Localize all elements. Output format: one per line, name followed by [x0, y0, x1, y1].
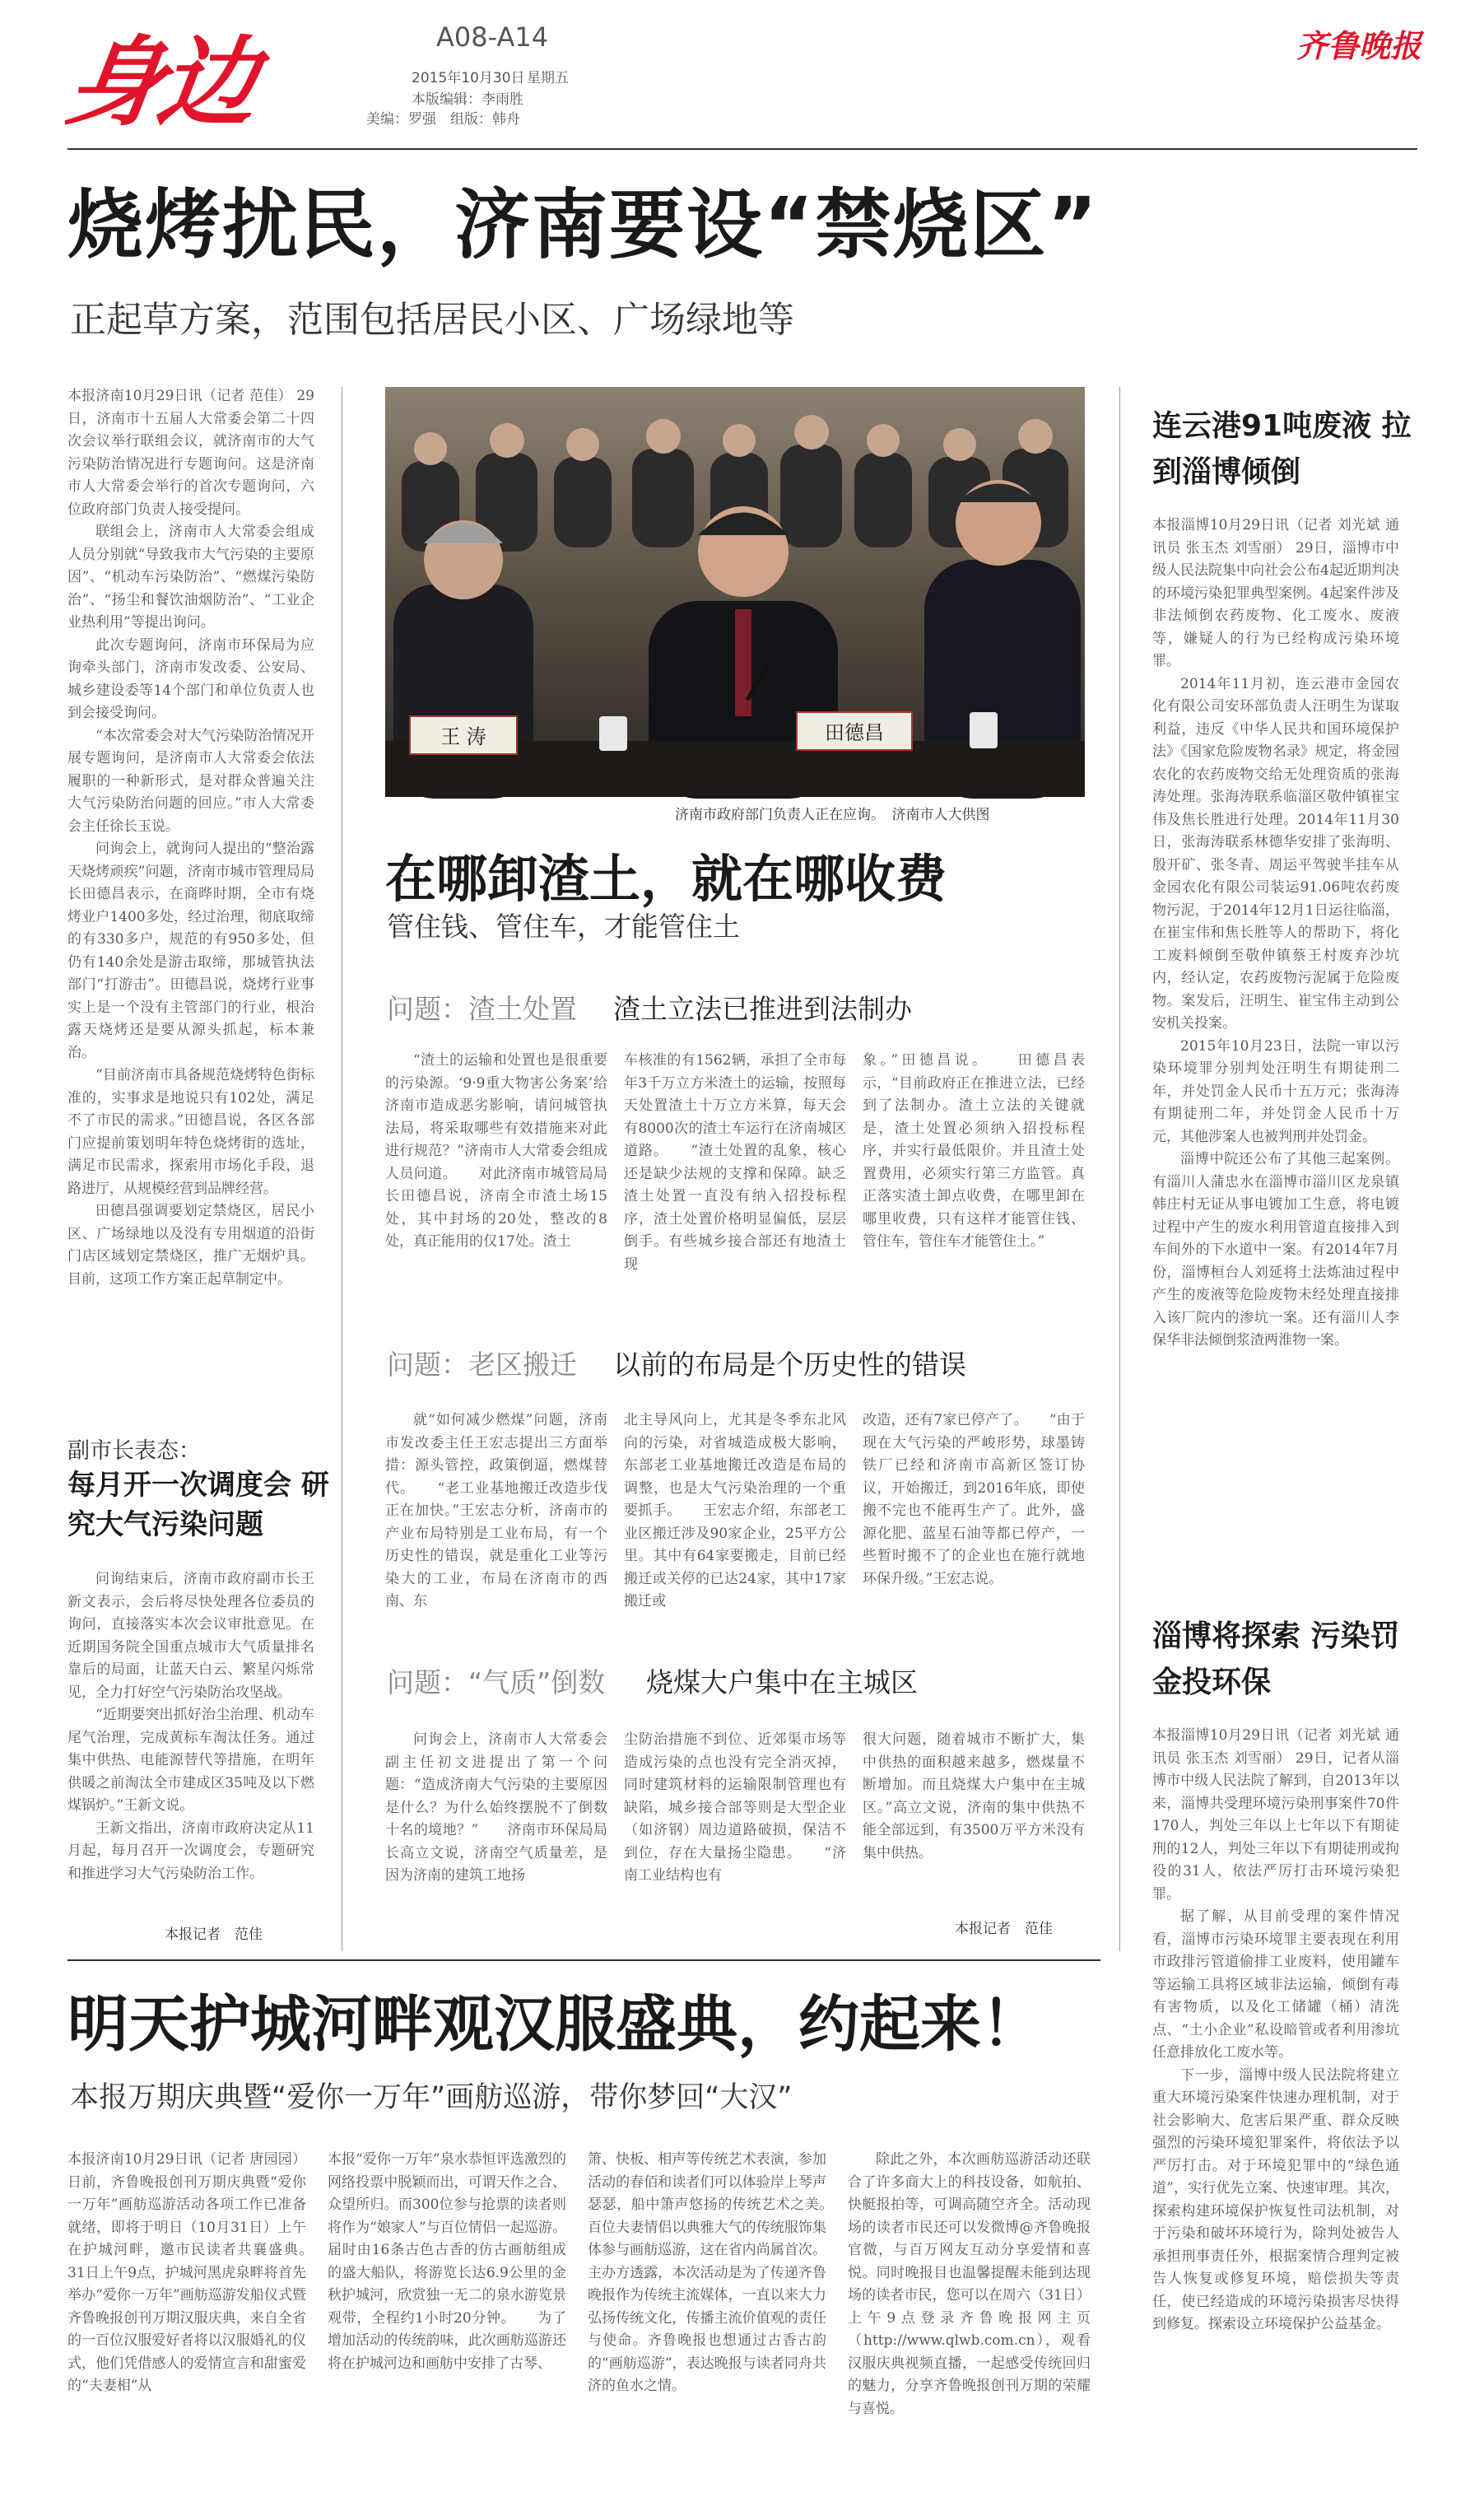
- story3-column-2: [328, 2149, 566, 2486]
- sub-story-para: 问询结束后，济南市政府副市长王新文表示，会后将尽快处理各位委员的询问，直接落实本次会议审批意见。在近期国务院全国重点城市大气质量排名靠后的局面，让蓝天白云、繁星闪烁常见，全力打好空气污染防治攻坚战。: [67, 1571, 314, 1701]
- sub-story-headline: 每月开一次调度会 研究大气污染问题: [67, 1469, 329, 1541]
- story2-byline: 本报记者 范佳: [955, 1921, 1053, 1937]
- q3-column-2: [624, 1729, 846, 1935]
- q1-column-1: [385, 1050, 607, 1297]
- q1-tag: 问题：渣土处置: [387, 993, 577, 1025]
- story3-headline: 明天护城河畔观汉服盛典，约起来！: [67, 1989, 1042, 2060]
- q2-text-2: 北主导风向上，尤其是冬季东北风向的污染，对省城造成极大影响，东部老工业基地搬迁改造是布局的调整，也是大气污染治理的一个重要抓手。 王宏志介绍，东部老工业区搬迁涉及90家企业，25平方公里。其中有64家要搬走，目前已经搬迁或关停的已达24家，其中17家搬迁或: [624, 1412, 846, 1610]
- q3-column-1: [385, 1729, 607, 1935]
- story1-para: 本报济南10月29日讯（记者 范佳） 29日，济南市十五届人大常委会第二十四次会议举行联组会议，就济南市的大气污染防治情况进行专题询问。这是济南市人大常委会举行的首次专题询问，六位政府部门负责人接受提问。: [67, 388, 314, 518]
- hearing-photo-image: [385, 387, 1085, 797]
- story1-headline: 烧烤扰民，济南要设“禁烧区”: [67, 181, 1099, 269]
- story1-para: 问询会上，就询问人提出的“整治露天烧烤顽疾”问题，济南市城市管理局局长田德昌表示，在商晔时期，全市有烧烤业户1400多处，经过治理，彻底取缔的有330多户，规范的有950多处，但仍有140余处是游击取缔，那城管执法部门“打游击”。田德昌说，烧烤行业事实上是一个没有主管部门的行业，根治露天烧烤还是要从源头抓起，标本兼治。: [67, 841, 314, 1061]
- right-story1-para: 淄博中院还公布了其他三起案例。有淄川人蒲忠水在淄博市淄川区龙泉镇韩庄村无证从事电镀加工生意，将电镀过程中产生的废水利用管道直接排入到车间外的下水道中一案。有2014年7月份，淄博桓台人刘延将土法炼油过程中产生的废液等危险废物未经处理直接排入该厂院内的渗坑一案。还有淄川人李保华非法倾倒浆渣两淮物一案。: [1152, 1151, 1399, 1349]
- story3-column-1: [67, 2149, 334, 2486]
- nameplate-right: 田德昌: [825, 721, 884, 744]
- q3-text-1: 问询会上，济南市人大常委会副主任初文进提出了第一个问题：“造成济南大气污染的主要原因是什么？为什么始终摆脱不了倒数十名的境地？” 济南市环保局局长高立文说，济南空气质量差，是因为济南的建筑工地扬: [385, 1731, 607, 1884]
- story3-text-3: 箫、快板、相声等传统艺术表演，参加活动的春佰和读者们可以体验岸上琴声瑟瑟，船中箫声悠扬的传统艺术之美。 百位夫妻情侣以典雅大气的传统服饰集体参与画舫巡游，这在省内尚属首次。主办方透露，本次活动是为了传递齐鲁晚报作为传统主流媒体，一直以来大力弘扬传统文化，传播主流价值观的责任与使命。齐鲁晚报也想通过古香古韵的“画舫巡游”，表达晚报与读者同舟共济的鱼水之情。: [588, 2151, 854, 2394]
- q1-title: 渣土立法已推进到法制办: [613, 993, 912, 1025]
- story3-text-4: 除此之外，本次画舫巡游活动还联合了许多商大上的科技设备，如航拍、快艇报拍等，可调高随空齐全。活动现场的读者市民还可以发微博@齐鲁晚报官微，与百万网友互动分享爱情和喜悦。同时晚报目也温馨提醒未能到达现场的读者市民，您可以在周六（31日）上午9点登录齐鲁晚报网主页（http://www.qlwb.com.cn），观看汉服庆典视频直播，一起感受传统回归的魅力，分享齐鲁晚报创刊万期的荣耀与喜悦。: [848, 2151, 1091, 2417]
- q2-column-3: [863, 1409, 1085, 1615]
- right-story2-para: 下一步，淄博中级人民法院将建立重大环境污染案件快速办理机制，对于社会影响大、危害后果严重、群众反映强烈的污染环境犯罪案件，将依法予以严厉打击。对于环境犯罪中的“绿色通道”，实行优先立案、快速审理。其次，探索构建环境保护恢复性司法机制，对于污染和破坏环境行为，除判处被告人承担刑事责任外，根据案情合理判定被告人恢复或修复环境，赔偿损失等责任，使已经造成的环境污染损害尽快得到修复。探索设立环境保护公益基金。: [1152, 2066, 1399, 2332]
- story1-body: [67, 385, 314, 1398]
- story1-para: 田德昌强调要划定禁烧区，居民小区、广场绿地以及没有专用烟道的沿街门店区域划定禁烧区，推广无烟炉具。目前，这项工作方案正起草制定中。: [67, 1203, 314, 1288]
- story2-headline: 在哪卸渣土，就在哪收费: [385, 849, 947, 909]
- hearing-photo: [385, 387, 1085, 797]
- q3-column-3: [863, 1729, 1085, 1910]
- story3-column-4: [848, 2149, 1091, 2486]
- page-editor: 本版编辑：李雨胜: [412, 91, 523, 108]
- photo-caption: 济南市政府部门负责人正在应询。 济南市人大供图: [675, 807, 990, 823]
- story3-rule: [67, 1959, 1100, 1961]
- sub-story-label: 副市长表态：: [67, 1438, 201, 1464]
- right-story1-para: 2014年11月初，连云港市金园农化有限公司安环部负责人汪明生为谋取利益，违反《中华人民共和国环境保护法》《国家危险废物名录》规定，将金园农化的农药废物交给无处理资质的张海涛处理。张海涛联系临淄区敬仲镇崔宝伟及焦长胜进行处理。2014年11月30日，张海涛联系林德华安排了张海明、殷开矿、张冬青、周运平驾驶半挂车从金园农化有限公司装运91.06吨农药废物污泥，于2014年12月1日运往临淄，在崔宝伟和焦长胜等人的帮助下，将化工废料倾倒至敬仲镇蔡王村废弃沙坑内，经认定，农药废物污泥属于危险废物。案发后，汪明生、崔宝伟主动到公安机关投案。: [1152, 675, 1399, 1032]
- q2-text-3: 改造，还有7家已停产了。 “由于现在大气污染的严峻形势，球墨铸铁厂已经和济南市高新区签订协议，开始搬迁，到2016年底，即使搬不完也不能再生产了。此外，盛源化肥、蓝星石油等都已停产，一些暂时搬不了的企业也在施行就地环保升级。”王宏志说。: [863, 1412, 1085, 1587]
- issue-weekday: 星期五: [527, 70, 569, 86]
- right-story1-para: 2015年10月23日，法院一审以污染环境罪分别判处汪明生有期徒刑二年，并处罚金人民币十五万元；张海涛有期徒刑二年，并处罚金人民币十万元，其他涉案人也被判刑并处罚金。: [1152, 1037, 1399, 1145]
- q1-text-3: 象。”田德昌说。 田德昌表示，“目前政府正在推进立法，已经到了法制办。渣土立法的关键就是，渣土处置必须纳入招投标程序，并实行最低限价。并且渣土处置费用，必须实行第三方监管。真正落实渣土卸点收费，在哪里卸在哪里收费，只有这样才能管住钱、管住车，管住车才能管住土。”: [863, 1052, 1085, 1250]
- q2-text-1: 就“如何减少燃煤”问题，济南市发改委主任王宏志提出三方面举措：源头管控，政策倒逼，燃煤替代。 “老工业基地搬迁改造步伐正在加快。”王宏志分析，济南市的产业布局特别是工业布局，有一个历史性的错误，就是重化工业等污染大的工业，布局在济南市的西南、东: [385, 1412, 607, 1610]
- story1-para: 此次专题询问，济南市环保局为应询牵头部门，济南市发改委、公安局、城乡建设委等14个部门和单位负责人也到会接受询问。: [67, 636, 314, 721]
- story3-column-3: [588, 2149, 854, 2486]
- q3-text-3: 很大问题，随着城市不断扩大，集中供热的面积越来越多，燃煤量不断增加。而且烧煤大户集中在主城区。”高立文说，济南的集中供热不能全部远到，有3500万平方米没有集中供热。: [863, 1731, 1085, 1861]
- right-story2-body: [1152, 1725, 1399, 2482]
- right-story2-headline: 淄博将探索 污染罚金投环保: [1152, 1619, 1400, 1699]
- story1-subhead: 正起草方案，范围包括居民小区、广场绿地等: [70, 299, 794, 341]
- story1-para: 联组会上，济南市人大常委会组成人员分别就“导致我市大气污染的主要原因”、“机动车污染防治”、“燃煤污染防治”、“扬尘和餐饮油烟防治”、“工业企业热利用”等提出询问。: [67, 524, 314, 631]
- q1-text-2: 车核准的有1562辆，承担了全市每年3千万立方米渣土的运输，按照每天处置渣土十万立方米算，每天会有8000次的渣土车运行在济南城区道路。 “渣土处置的乱象，核心还是缺少法规的支撑和保障。缺乏渣土处置一直没有纳入招投标程序，渣土处置价格明显偏低，层层倒手。有些城乡接合部还有地渣土现: [624, 1052, 846, 1273]
- q2-column-2: [624, 1409, 846, 1615]
- right-story1-headline: 连云港91吨废液 拉到淄博倾倒: [1152, 409, 1412, 489]
- story3-subhead: 本报万期庆典暨“爱你一万年”画舫巡游，带你梦回“大汉”: [70, 2081, 793, 2114]
- q1-column-2: [624, 1050, 846, 1297]
- right-story1-para: 本报淄博10月29日讯（记者 刘光斌 通讯员 张玉杰 刘雪丽） 29日，淄博市中级人民法院集中向社会公布4起近期判决的环境污染犯罪典型案例。4起案件涉及非法倾倒农药废物、化工废水、废液等，嫌疑人的行为已经构成污染环境罪。: [1152, 517, 1399, 669]
- nameplate-left: 王 涛: [440, 725, 486, 748]
- column-divider: [1119, 387, 1120, 1951]
- section-logo: 身边: [59, 26, 260, 139]
- q2-tag: 问题：老区搬迁: [387, 1349, 577, 1381]
- story1-para: “目前济南市具备规范烧烤特色街标准的，实事求是地说只有102处，满足不了市民的需求。”田德昌说，各区各部门应提前策划明年特色烧烤街的选址，满足市民需求，探索用市场化手段，退路进厅，从规模经营到品牌经营。: [67, 1067, 314, 1197]
- story1-para: “本次常委会对大气污染防治情况开展专题询问，是济南市人大常委会依法履职的一种新形式，是对群众普遍关注大气污染防治问题的回应。”市人大常委会主任徐长玉说。: [67, 727, 314, 835]
- masthead-rule: [67, 148, 1417, 150]
- q3-tag: 问题：“气质”倒数: [387, 1666, 606, 1698]
- right-story2-para: 据了解，从目前受理的案件情况看，淄博市污染环境罪主要表现在利用市政排污管道偷排工业废料，使用罐车等运输工具将区域非法运输，倾倒有毒有害物质，以及化工储罐（桶）清洗点、“土小企业”私设暗管或者利用渗坑任意排放化工废水等。: [1152, 1908, 1399, 2061]
- q1-text-1: “渣土的运输和处置也是很重要的污染源。‘9·9重大物害公务案’给济南市造成恶劣影响，请问城管执法局，将采取哪些有效措施来对此进行规范？”济南市人大常委会组成人员问道。 对此济南市城管局局长田德昌说，济南全市渣土场15处，其中封场的20处，整改的8处，真正能用的仅17处。渣土: [385, 1052, 607, 1250]
- q2-column-1: [385, 1409, 607, 1615]
- q3-title: 烧煤大户集中在主城区: [646, 1666, 918, 1698]
- sub-story-body: [67, 1568, 314, 1931]
- right-story1-body: [1152, 515, 1399, 1577]
- issue-date: 2015年10月30日: [412, 70, 525, 86]
- page-designer: 美编：罗强 组版：韩舟: [366, 111, 520, 128]
- story2-subhead: 管住钱、管住车，才能管住土: [387, 911, 740, 943]
- story3-text-1: 本报济南10月29日讯（记者 唐园园） 日前，齐鲁晚报创刊万期庆典暨“爱你一万年”画舫巡游活动各项工作已准备就绪，即将于明日（10月31日）上午在护城河畔，邀市民读者共襄盛典。 31日上午9点，护城河黑虎泉畔将首先举办“爱你一万年”画舫巡游发船仪式暨齐鲁晚报创刊万期汉服庆典，来自全省的一百位汉服爱好者将以汉服婚礼的仪式，他们凭借感人的爱情宣言和甜蜜爱的“夫妻相”从: [67, 2151, 334, 2394]
- q3-text-2: 尘防治措施不到位、近郊渠市场等造成污染的点也没有完全消灭掉，同时建筑材料的运输限制管理也有缺陷，城乡接合部等则是大型企业（如济钢）周边道路破损，保洁不到位，存在大量扬尘隐患。 “济南工业结构也有: [624, 1731, 846, 1884]
- sub-story-byline: 本报记者 范佳: [165, 1926, 263, 1943]
- sub-story-para: 王新文指出，济南市政府决定从11月起，每月召开一次调度会，专题研究和推进学习大气污染防治工作。: [67, 1819, 314, 1882]
- right-story2-para: 本报淄博10月29日讯（记者 刘光斌 通讯员 张玉杰 刘雪丽） 29日，记者从淄博市中级人民法院了解到，自2013年以来，淄博共受理环境污染刑事案件70件170人，判处三年以上七年以下有期徒刑的12人，判处三年以下有期徒刑或拘役的31人，依法严厉打击环境污染犯罪。: [1152, 1727, 1399, 1903]
- page-range: A08-A14: [436, 21, 549, 53]
- q1-column-3: [863, 1050, 1085, 1297]
- sub-story-para: “近期要突出抓好治尘治理、机动车尾气治理，完成黄标车淘汰任务。通过集中供热、电能源替代等措施，在明年供暖之前淘汰全市建成区35吨及以下燃煤锅炉。”王新文说。: [67, 1707, 314, 1814]
- newspaper-name-logo: 齐鲁晚报: [1296, 27, 1422, 64]
- story3-text-2: 本报“爱你一万年”泉水恭恒评选激烈的网络投票中脱颖而出，可谓天作之合、众望所归。而300位参与抢票的读者则将作为“娘家人”与百位情侣一起巡游。届时由16条古色古香的仿古画舫组成的盛大船队，将游览长达6.9公里的金秋护城河，欣赏独一无二的泉水游览景观带，全程约1小时20分钟。 为了增加活动的传统韵味，此次画舫巡游还将在护城河边和画舫中安排了古琴、: [328, 2151, 566, 2372]
- q2-title: 以前的布局是个历史性的错误: [613, 1349, 966, 1381]
